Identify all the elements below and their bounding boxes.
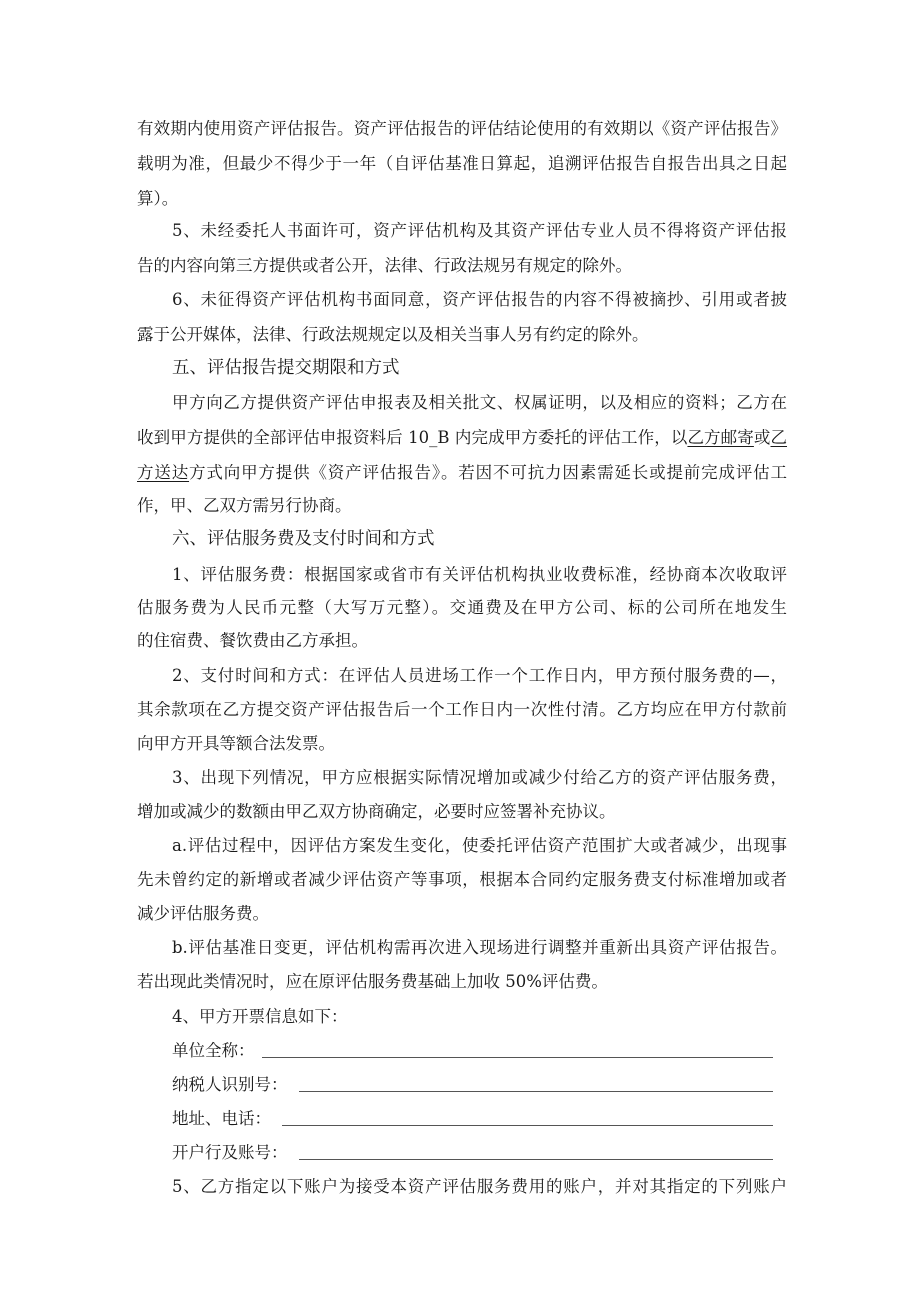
paragraph-line: 其余款项在乙方提交资产评估报告后一个工作日内一次性付清。乙方均应在甲方付款前: [137, 700, 787, 719]
paragraph-line: b.评估基准日变更，评估机构需再次进入现场进行调整并重新出具资产评估报告。: [172, 938, 787, 957]
paragraph-line: 2、支付时间和方式：在评估人员进场工作一个工作日内，甲方预付服务费的—，: [172, 666, 787, 685]
invoice-address-field[interactable]: [282, 1125, 773, 1126]
invoice-taxpayer-field[interactable]: [299, 1091, 773, 1092]
invoice-bank-label: 开户行及账号：: [172, 1143, 288, 1162]
invoice-bank-field[interactable]: [299, 1159, 773, 1160]
paragraph-line: 减少评估服务费。: [137, 904, 269, 923]
invoice-company-field[interactable]: [262, 1057, 773, 1058]
text-run: 方式向甲方提供《资产评估报告》。若因不可抗力因素需延长或提前完成评估工: [189, 463, 788, 482]
paragraph-line: 估服务费为人民币元整（大写万元整）。交通费及在甲方公司、标的公司所在地发生: [137, 598, 787, 617]
underlined-text: 方送达: [137, 463, 190, 482]
paragraph-line: 增加或减少的数额由甲乙双方协商确定，必要时应签署补充协议。: [137, 802, 616, 821]
paragraph-line: 甲方向乙方提供资产评估申报表及相关批文、权属证明，以及相应的资料；乙方在: [172, 393, 787, 412]
paragraph-line: 载明为准，但最少不得少于一年（自评估基准日算起，追溯评估报告自报告出具之日起: [137, 154, 787, 173]
paragraph-line: 1、评估服务费：根据国家或省市有关评估机构执业收费标准，经协商本次收取评: [172, 565, 787, 584]
paragraph-line: 算）。: [137, 189, 179, 208]
paragraph-line: 告的内容向第三方提供或者公开，法律、行政法规另有规定的除外。: [137, 256, 632, 275]
paragraph-line: 先未曾约定的新增或者减少评估资产等事项，根据本合同约定服务费支付标准增加或者: [137, 870, 787, 889]
paragraph-line: 5、未经委托人书面许可，资产评估机构及其资产评估专业人员不得将资产评估报: [172, 221, 787, 240]
paragraph-line: [137, 463, 787, 483]
paragraph-line: 有效期内使用资产评估报告。资产评估报告的评估结论使用的有效期以《资产评估报告》: [137, 119, 787, 138]
paragraph-line: 3、出现下列情况，甲方应根据实际情况增加或减少付给乙方的资产评估服务费，: [172, 768, 787, 787]
invoice-company-label: 单位全称：: [172, 1041, 255, 1060]
paragraph-line: [137, 428, 787, 448]
paragraph-line: 4、甲方开票信息如下：: [172, 1007, 348, 1026]
text-run: 收到甲方提供的全部评估申报资料后 10_B 内完成甲方委托的评估工作，以: [137, 428, 688, 447]
text-run: 或: [753, 428, 771, 447]
invoice-taxpayer-label: 纳税人识别号：: [172, 1075, 288, 1094]
section-heading-6: 六、评估服务费及支付时间和方式: [172, 529, 435, 549]
paragraph-line: 5、乙方指定以下账户为接受本资产评估服务费用的账户，并对其指定的下列账户: [172, 1177, 787, 1196]
paragraph-line: 的住宿费、餐饮费由乙方承担。: [137, 631, 368, 650]
underlined-text: 乙方邮寄: [687, 428, 754, 447]
paragraph-line: 6、未征得资产评估机构书面同意，资产评估报告的内容不得被摘抄、引用或者披: [172, 290, 787, 309]
invoice-address-label: 地址、电话：: [172, 1109, 271, 1128]
paragraph-line: a.评估过程中，因评估方案发生变化，使委托评估资产范围扩大或者减少，出现事: [172, 836, 787, 855]
paragraph-line: 作，甲、乙双方需另行协商。: [137, 496, 352, 515]
paragraph-line: 若出现此类情况时，应在原评估服务费基础上加收 50%评估费。: [137, 972, 608, 991]
paragraph-line: 露于公开媒体，法律、行政法规规定以及相关当事人另有约定的除外。: [137, 325, 649, 344]
paragraph-line: 向甲方开具等额合法发票。: [137, 734, 335, 753]
underlined-text: 乙: [770, 428, 788, 447]
section-heading-5: 五、评估报告提交期限和方式: [172, 358, 400, 378]
